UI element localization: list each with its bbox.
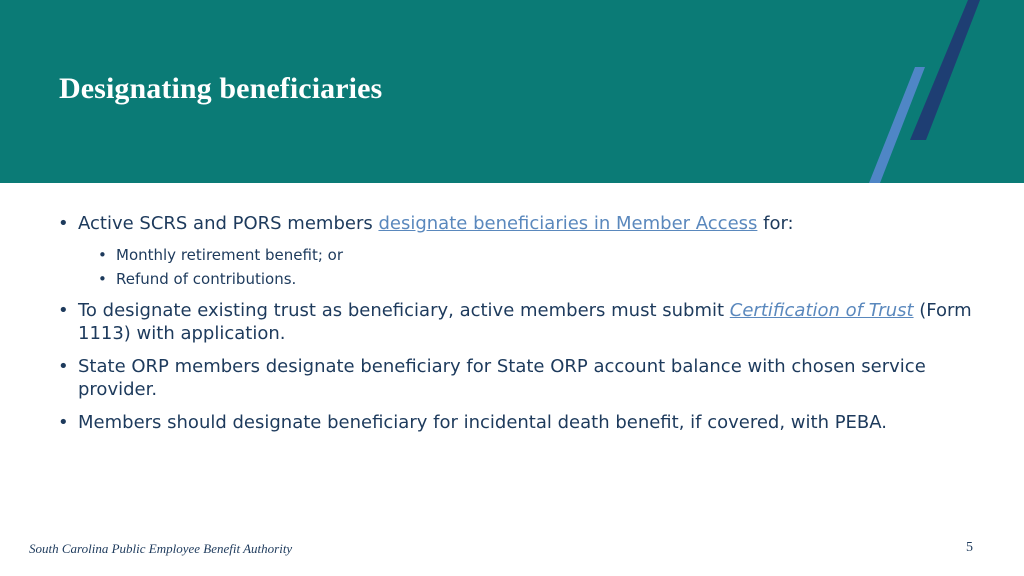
bullet-list bbox=[58, 212, 998, 444]
footer-organization: South Carolina Public Employee Benefit Authority bbox=[29, 541, 293, 556]
slide-header bbox=[0, 0, 1024, 183]
bullet-dot: • bbox=[58, 300, 69, 321]
sub-bullet-list bbox=[58, 245, 998, 289]
bullet-dot: • bbox=[58, 412, 69, 433]
bullet-dot: • bbox=[98, 246, 107, 264]
bullet-dot: • bbox=[58, 213, 69, 234]
page-number: 5 bbox=[966, 540, 973, 555]
bullet-item: • State ORP members designate beneficiary for State ORP account balance with chosen service provider. bbox=[58, 356, 926, 400]
sub-bullet-item: • Monthly retirement benefit; or bbox=[98, 246, 343, 264]
bullet-dot: • bbox=[58, 356, 69, 377]
certification-of-trust-link[interactable]: Certification of Trust bbox=[729, 300, 914, 321]
member-access-link[interactable]: designate beneficiaries in Member Access bbox=[378, 213, 758, 234]
bullet-item: • Active SCRS and PORS members designate beneficiaries in Member Access for: bbox=[58, 213, 794, 234]
sub-bullet-item: • Refund of contributions. bbox=[98, 270, 297, 288]
bullet-item: • To designate existing trust as beneficiary, active members must submit Certification of Trust (Form 1113) with application. bbox=[58, 300, 972, 344]
page-title: Designating beneficiaries bbox=[59, 72, 383, 105]
bullet-item: • Members should designate beneficiary for incidental death benefit, if covered, with PEBA. bbox=[58, 412, 887, 433]
bullet-dot: • bbox=[98, 270, 107, 288]
